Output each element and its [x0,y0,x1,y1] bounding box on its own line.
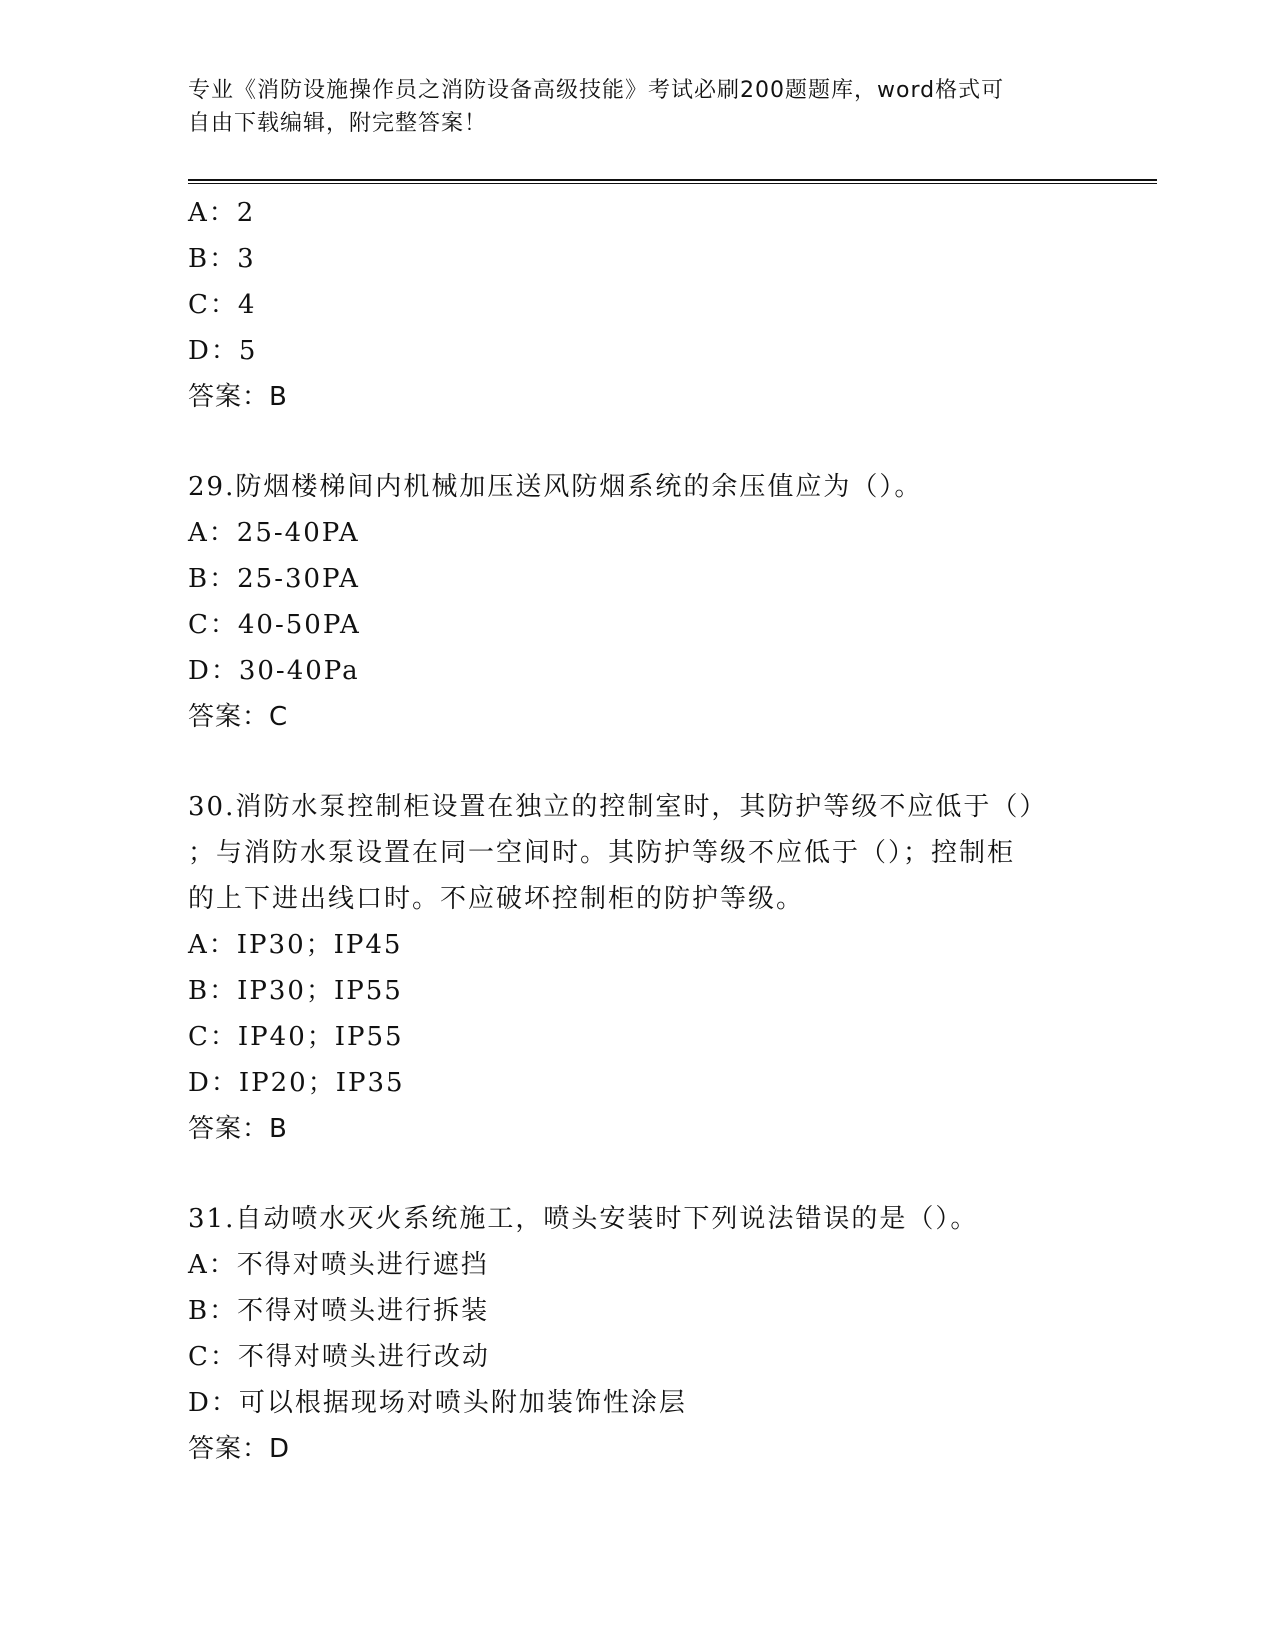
option-d: D：5 [188,336,258,366]
question-list [188,190,1088,1472]
option-b: B：25-30PA [188,564,360,594]
spacer [188,740,1088,784]
question-31 [188,1196,1088,1472]
question-29 [188,464,1088,740]
spacer [188,1152,1088,1196]
option-c: C：40-50PA [188,610,361,640]
option-c: C：4 [188,290,257,320]
question-30 [188,784,1088,1152]
option-a: A：2 [188,198,256,228]
question-28 [188,190,1088,420]
header-rule-thick [188,179,1157,181]
option-d: D：IP20；IP35 [188,1068,405,1098]
question-stem-line-2: ；与消防水泵设置在同一空间时。其防护等级不应低于（）；控制柜 [188,838,1016,868]
question-stem: 29.防烟楼梯间内机械加压送风防烟系统的余压值应为（）。 [188,472,923,502]
question-stem-line-1: 30.消防水泵控制柜设置在独立的控制室时，其防护等级不应低于（） [188,792,1048,822]
option-c: C：IP40；IP55 [188,1022,404,1052]
answer-line: 答案：C [188,702,289,732]
question-stem-line-3: 的上下进出线口时。不应破坏控制柜的防护等级。 [188,884,805,914]
option-b: B：IP30；IP55 [188,976,403,1006]
option-b: B：不得对喷头进行拆装 [188,1296,490,1326]
option-c: C：不得对喷头进行改动 [188,1342,490,1372]
option-b: B：3 [188,244,256,274]
document-header [188,74,1068,140]
option-d: D：30-40Pa [188,656,360,686]
header-title-line-1: 专业《消防设施操作员之消防设备高级技能》考试必刷200题题库，word格式可 [188,78,1005,103]
option-a: A：25-40PA [188,518,360,548]
answer-line: 答案：D [188,1434,291,1464]
answer-line: 答案：B [188,382,288,412]
header-rule-thin [188,183,1157,184]
option-a: A：不得对喷头进行遮挡 [188,1250,489,1280]
option-d: D：可以根据现场对喷头附加装饰性涂层 [188,1388,687,1418]
question-stem: 31.自动喷水灭火系统施工，喷头安装时下列说法错误的是（）。 [188,1204,979,1234]
answer-line: 答案：B [188,1114,288,1144]
header-title-line-2: 自由下载编辑，附完整答案！ [188,111,488,136]
spacer [188,420,1088,464]
option-a: A：IP30；IP45 [188,930,403,960]
